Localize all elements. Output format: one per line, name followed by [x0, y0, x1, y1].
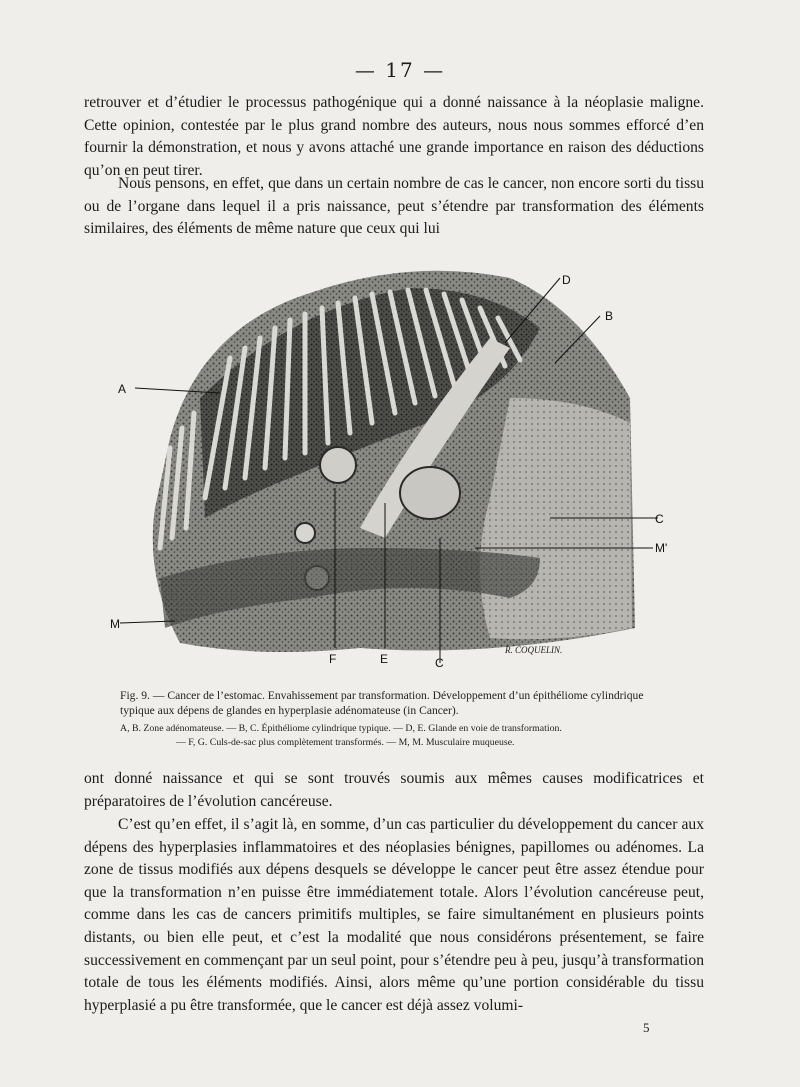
- figure-label-c-right: C: [655, 512, 664, 526]
- page-number: — 17 —: [354, 58, 446, 82]
- paragraph-4: C’est qu’en effet, il s’agit là, en somme, d’un cas particulier du développement du cancer aux dépens des hyperplasies inflammatoires et des néoplasies bénignes, papillomes ou adénomes. La zone de tissus modifiés aux dépens desquels se développe le cancer peut être assez étendue pour que la transformation n’en puisse être immédiatement totale. Alors l’évolution cancéreuse peut, comme dans les cas de cancers primitifs multiples, se faire simultanément en plusieurs points distants, ou bien elle peut, et c’est la modalité que nous considérons présentement, se faire successivement en commençant par un seul point, pour s’étendre peu à peu, jusqu’à transformation totale de tous les éléments modifiés. Ainsi, alors même qu’une portion considérable du tissu hyperplasié a pu être transformée, que le cancer est déjà assez volumi-: [84, 816, 704, 1014]
- figure-label-f: F: [329, 652, 337, 666]
- figure-label-a: A: [118, 382, 127, 396]
- figure-label-m: M: [110, 617, 120, 631]
- sheet-number: 5: [643, 1020, 650, 1035]
- paragraph-2: Nous pensons, en effet, que dans un certain nombre de cas le cancer, non encore sorti du tissu ou de l’organe dans lequel il a pris naissance, peut s’étendre par transformation des éléments similaires, des éléments de même nature que ceux qui lui: [84, 175, 704, 238]
- figure-label-m-prime: M': [655, 541, 668, 555]
- paragraph-1: retrouver et d’étudier le processus pathogénique qui a donné naissance à la néoplasie maligne. Cette opinion, contestée par le plus grand nombre des auteurs, nous nous sommes efforcé d’en fournir la démonstration, et nous y avons attaché une grande importance en raison des déductions qu’on en peut tirer.: [84, 94, 704, 179]
- figure-label-b: B: [605, 309, 614, 323]
- caption-legend-line-2: — F, G. Culs-de-sac plus complètement transformés. — M, M. Musculaire muqueuse.: [176, 737, 515, 748]
- figure-label-d: D: [562, 273, 571, 287]
- figure-illustration: [110, 248, 670, 668]
- figure-label-e: E: [380, 652, 389, 666]
- caption-main: Fig. 9. — Cancer de l’estomac. Envahissement par transformation. Développement d’un épithéliome cylindrique typique aux dépens de glandes en hyperplasie adénomateuse (in Cancer).: [120, 689, 644, 717]
- caption-legend-line-1: A, B. Zone adénomateuse. — B, C. Épithéliome cylindrique typique. — D, E. Glande en voie de transformation.: [120, 723, 562, 734]
- engraver-signature: R. COQUELIN.: [505, 645, 563, 655]
- figure-caption: [120, 688, 680, 750]
- histology-drawing: [110, 248, 670, 668]
- caption-legend: [120, 722, 680, 750]
- paragraph-3: ont donné naissance et qui se sont trouvés soumis aux mêmes causes modificatrices et préparatoires de l’évolution cancéreuse.: [84, 770, 704, 810]
- figure-label-c-bottom: C: [435, 656, 444, 668]
